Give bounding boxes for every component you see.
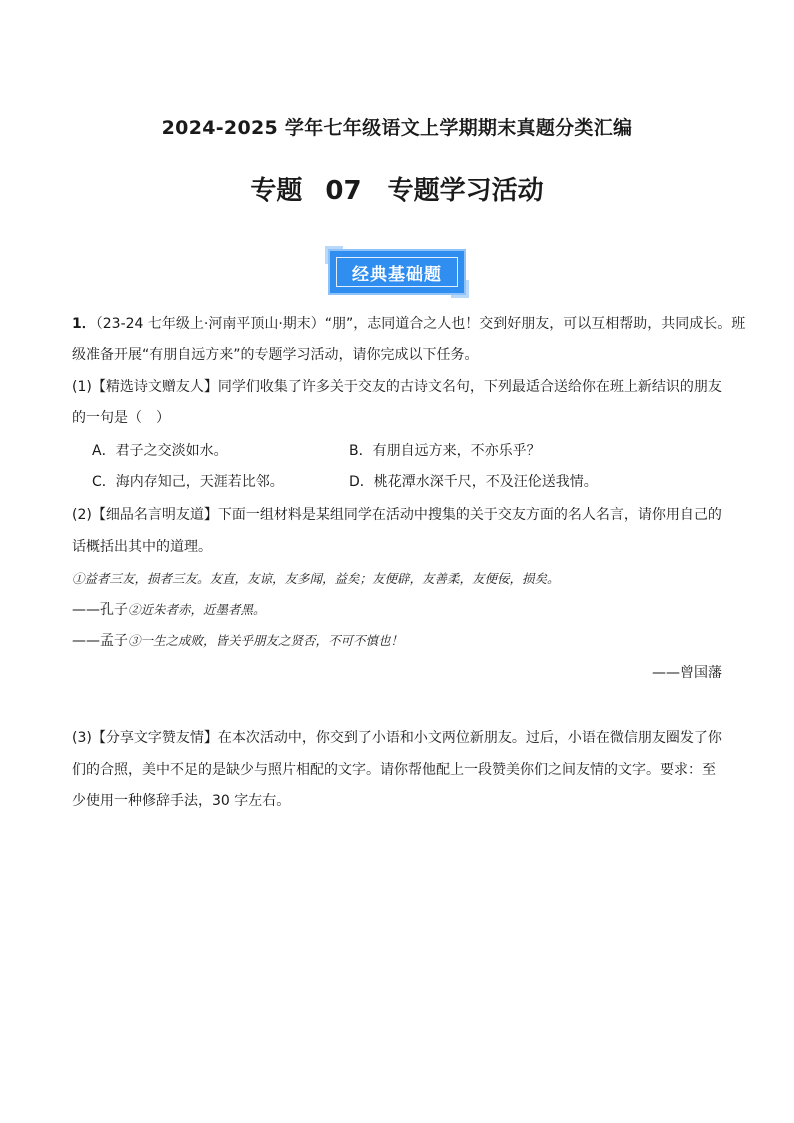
option-a[interactable]: A．君子之交淡如水。 bbox=[92, 443, 228, 459]
badge-box bbox=[328, 249, 466, 295]
question-source: （23-24 七年级上·河南平顶山·期末） bbox=[95, 316, 325, 332]
part-text: 在本次活动中，你交到了小语和小文两位新朋友。过后，小语在微信朋友圈发了你 bbox=[217, 730, 722, 746]
option-b[interactable]: B．有朋自远方来，不亦乐乎？ bbox=[349, 443, 541, 459]
part-3-prompt bbox=[72, 728, 722, 748]
question-number: 1． bbox=[72, 316, 96, 332]
quote-line-2 bbox=[72, 600, 722, 620]
part-1-prompt bbox=[72, 377, 722, 397]
badge-label: 经典基础题 bbox=[336, 257, 458, 287]
topic-title: 专题 07 专题学习活动 bbox=[250, 176, 544, 206]
quote-attribution: ——曾国藩 bbox=[652, 665, 722, 681]
part-label: (3) bbox=[72, 730, 92, 746]
part-1-prompt-line2: 的一句是（ ） bbox=[72, 410, 170, 426]
part-tag: 【分享文字赞友情】 bbox=[91, 730, 218, 746]
document-title: 2024-2025 学年七年级语文上学期期末真题分类汇编 bbox=[161, 117, 633, 139]
question-intro-text: “朋”，志同道合之人也！交到好朋友，可以互相帮助，共同成长。班 bbox=[324, 316, 746, 332]
part-2-prompt bbox=[72, 505, 722, 525]
quote-author: ——孟子 bbox=[72, 633, 128, 649]
option-c[interactable]: C．海内存知己，天涯若比邻。 bbox=[92, 474, 284, 490]
part-text: 同学们收集了许多关于交友的古诗文名句，下列最适合送给你在班上新结识的朋友 bbox=[217, 379, 722, 395]
part-label: (2) bbox=[72, 507, 92, 523]
quote-text: ③一生之成败，皆关乎朋友之贤否，不可不慎也！ bbox=[128, 633, 404, 648]
question-1-intro bbox=[72, 314, 746, 334]
option-d[interactable]: D．桃花潭水深千尺，不及汪伦送我情。 bbox=[349, 474, 598, 490]
part-2-prompt-line2: 话概括出其中的道理。 bbox=[72, 539, 212, 555]
part-3-prompt-line3: 少使用一种修辞手法，30 字左右。 bbox=[72, 793, 291, 809]
section-badge bbox=[328, 249, 466, 295]
part-tag: 【精选诗文赠友人】 bbox=[91, 379, 218, 395]
part-text: 下面一组材料是某组同学在活动中搜集的关于交友方面的名人名言，请你用自己的 bbox=[217, 507, 722, 523]
quote-confucius: ①益者三友，损者三友。友直，友谅，友多闻，益矣；友便辟，友善柔，友便佞，损矣。 bbox=[72, 571, 560, 586]
part-3-prompt-line2: 们的合照，美中不足的是缺少与照片相配的文字。请你帮他配上一段赞美你们之间友情的文字。要求：至 bbox=[72, 762, 716, 778]
quote-text: ②近朱者赤，近墨者黑。 bbox=[128, 602, 266, 617]
quote-line-3 bbox=[72, 631, 722, 651]
part-label: (1) bbox=[72, 379, 92, 395]
quote-author: ——孔子 bbox=[72, 602, 128, 618]
part-tag: 【细品名言明友道】 bbox=[91, 507, 218, 523]
question-1-intro-line2: 级准备开展“有朋自远方来”的专题学习活动，请你完成以下任务。 bbox=[72, 347, 479, 363]
